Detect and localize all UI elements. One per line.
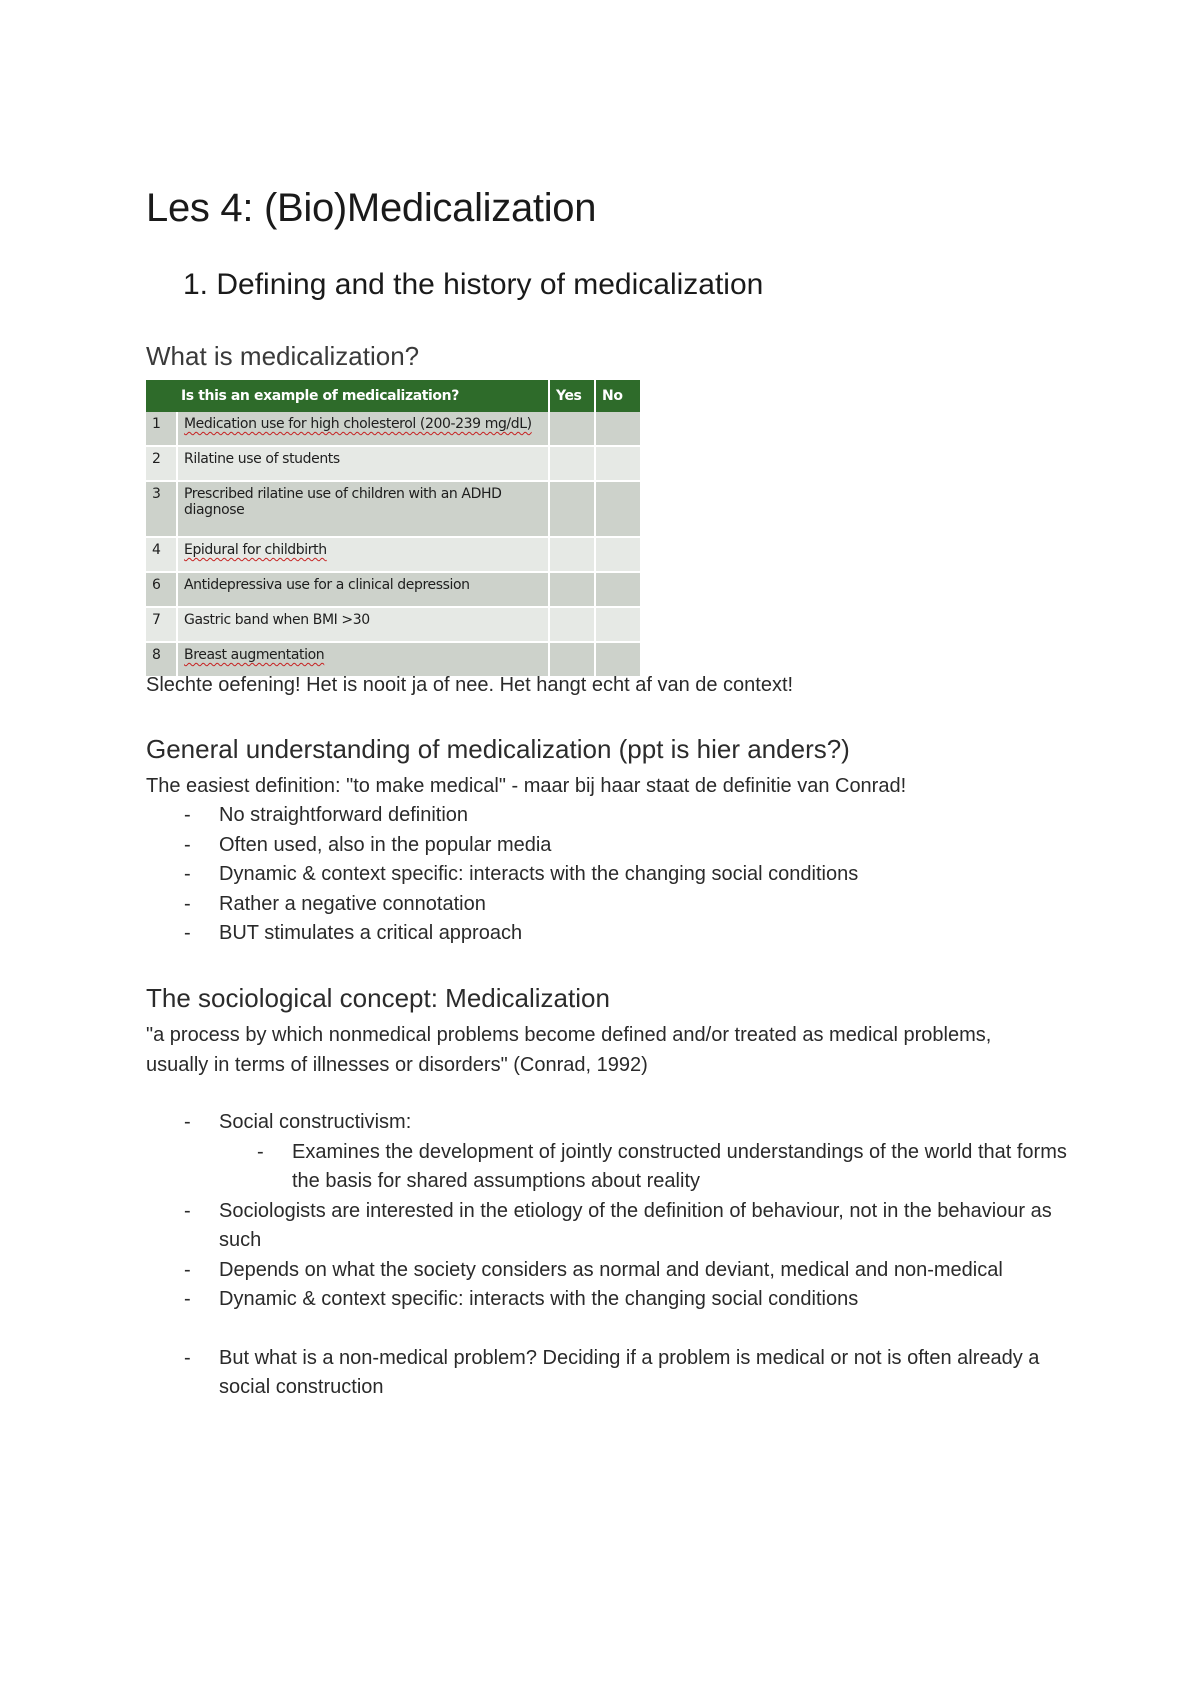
row-label: Epidural for childbirth bbox=[177, 537, 549, 572]
general-intro: The easiest definition: "to make medical" - maar bij haar staat de definitie van Conrad! bbox=[146, 775, 907, 797]
row-label: Rilatine use of students bbox=[177, 446, 549, 481]
row-number: 7 bbox=[146, 607, 177, 642]
table-header-no: No bbox=[595, 380, 640, 412]
row-label: Breast augmentation bbox=[177, 642, 549, 677]
table-row bbox=[146, 572, 640, 607]
list-item: - Social constructivism: bbox=[146, 1108, 1076, 1138]
yes-cell bbox=[549, 481, 595, 537]
exercise-note: Slechte oefening! Het is nooit ja of nee. Het hangt echt af van de context! bbox=[146, 674, 794, 696]
yes-cell bbox=[549, 607, 595, 642]
conrad-quote: "a process by which nonmedical problems become defined and/or treated as medical problems, usually in terms of illnesses or disorders" (Conrad, 1992) bbox=[146, 1024, 992, 1076]
list-item: - BUT stimulates a critical approach bbox=[146, 919, 1076, 949]
table-row bbox=[146, 607, 640, 642]
table-header-question: Is this an example of medicalization? bbox=[146, 380, 549, 412]
no-cell bbox=[595, 446, 640, 481]
list-item: - But what is a non-medical problem? Deciding if a problem is medical or not is often already a social construction bbox=[146, 1344, 1076, 1403]
yes-cell bbox=[549, 537, 595, 572]
list-item: - Often used, also in the popular media bbox=[146, 831, 1076, 861]
row-number: 3 bbox=[146, 481, 177, 537]
list-item: - Sociologists are interested in the etiology of the definition of behaviour, not in the behaviour as such bbox=[146, 1197, 1076, 1256]
row-label: Prescribed rilatine use of children with an ADHD diagnose bbox=[177, 481, 549, 537]
page-title: Les 4: (Bio)Medicalization bbox=[146, 186, 597, 230]
yes-cell bbox=[549, 572, 595, 607]
no-cell bbox=[595, 481, 640, 537]
list-item: - Depends on what the society considers as normal and deviant, medical and non-medical bbox=[146, 1256, 1076, 1286]
list-item: - No straightforward definition bbox=[146, 801, 1076, 831]
section-heading: 1. Defining and the history of medicalization bbox=[183, 268, 764, 301]
table-row bbox=[146, 537, 640, 572]
general-bullet-list bbox=[146, 801, 1076, 949]
list-item: - Dynamic & context specific: interacts with the changing social conditions bbox=[146, 1285, 1076, 1315]
row-number: 6 bbox=[146, 572, 177, 607]
table-row bbox=[146, 412, 640, 446]
row-label: Antidepressiva use for a clinical depression bbox=[177, 572, 549, 607]
list-item: - Examines the development of jointly constructed understandings of the world that forms the basis for shared assumptions about reality bbox=[146, 1138, 1076, 1197]
table-header-yes: Yes bbox=[549, 380, 595, 412]
row-number: 2 bbox=[146, 446, 177, 481]
row-number: 4 bbox=[146, 537, 177, 572]
row-number: 8 bbox=[146, 642, 177, 677]
row-label: Gastric band when BMI >30 bbox=[177, 607, 549, 642]
row-number: 1 bbox=[146, 412, 177, 446]
yes-cell bbox=[549, 446, 595, 481]
what-is-heading: What is medicalization? bbox=[146, 341, 420, 371]
list-item: - Dynamic & context specific: interacts with the changing social conditions bbox=[146, 860, 1076, 890]
list-item: - Rather a negative connotation bbox=[146, 890, 1076, 920]
no-cell bbox=[595, 537, 640, 572]
no-cell bbox=[595, 607, 640, 642]
row-label: Medication use for high cholesterol (200-239 mg/dL) bbox=[177, 412, 549, 446]
no-cell bbox=[595, 412, 640, 446]
yes-cell bbox=[549, 412, 595, 446]
sociological-bullet-list bbox=[146, 1108, 1076, 1403]
general-heading: General understanding of medicalization (ppt is hier anders?) bbox=[146, 734, 850, 764]
medicalization-example-table bbox=[146, 380, 640, 678]
no-cell bbox=[595, 572, 640, 607]
table-row bbox=[146, 446, 640, 481]
sociological-heading: The sociological concept: Medicalization bbox=[146, 983, 610, 1013]
table-row bbox=[146, 481, 640, 537]
